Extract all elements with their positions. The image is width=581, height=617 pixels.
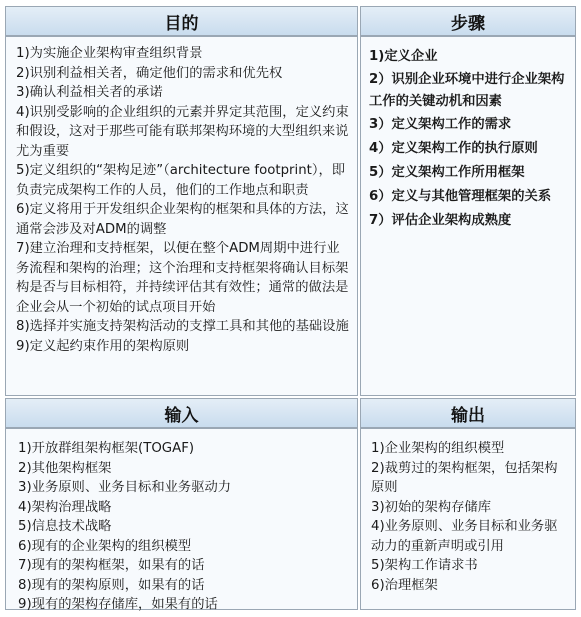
goal-header <box>5 6 358 36</box>
goal-item: 6)定义将用于开发组织企业架构的框架和具体的方法，这通常会涉及对ADM的调整 <box>16 202 349 237</box>
output-item: 2)裁剪过的架构框架，包括架构原则 <box>371 460 558 495</box>
step-item: 1)定义企业 <box>369 49 438 64</box>
goal-item: 4)识别受影响的企业组织的元素并界定其范围，定义约束和假设，这对于那些可能有联邦架构环境的大型组织来说尤为重要 <box>16 104 349 159</box>
goal-item: 8)选择并实施支持架构活动的支撑工具和其他的基础设施 <box>16 319 349 334</box>
input-item: 1)开放群组架构框架(TOGAF) <box>18 441 195 456</box>
output-header-text: 输出 <box>451 405 485 426</box>
input-item: 3)业务原则、业务目标和业务驱动力 <box>18 480 232 495</box>
goal-item: 5)定义组织的“架构足迹”（architecture footprint），即负责完成架构工作的人员，他们的工作地点和职责 <box>16 163 346 198</box>
goal-header-text: 目的 <box>164 13 199 34</box>
step-item: 4）定义架构工作的执行原则 <box>369 141 538 156</box>
steps-list <box>369 45 569 233</box>
outputs-cell <box>360 428 576 610</box>
outputs-list <box>371 439 569 595</box>
step-item: 7）评估企业架构成熟度 <box>369 213 512 228</box>
input-item: 2)其他架构框架 <box>18 460 112 476</box>
step-item: 2）识别企业环境中进行企业架构工作的关键动机和因素 <box>369 72 565 109</box>
output-item: 3)初始的架构存储库 <box>371 499 492 515</box>
inputs-list <box>18 439 349 615</box>
goal-item: 2)识别利益相关者，确定他们的需求和优先权 <box>16 65 283 81</box>
input-item: 6)现有的企业架构的组织模型 <box>18 538 192 554</box>
goal-item: 1)为实施企业架构审查组织背景 <box>16 46 203 61</box>
output-item: 5)架构工作请求书 <box>371 558 478 573</box>
phase-table <box>5 6 576 610</box>
output-item: 4)业务原则、业务目标和业务驱动力的重新声明或引用 <box>371 519 558 554</box>
output-item: 1)企业架构的组织模型 <box>371 441 505 456</box>
step-item: 6）定义与其他管理框架的关系 <box>369 189 552 204</box>
input-header-text: 输入 <box>164 405 199 426</box>
input-item: 8)现有的架构原则，如果有的话 <box>18 577 205 593</box>
output-header <box>360 398 576 428</box>
input-header <box>5 398 358 428</box>
inputs-cell <box>5 428 358 610</box>
goal-item: 9)定义起约束作用的架构原则 <box>16 338 190 354</box>
steps-header-text: 步骤 <box>451 13 485 34</box>
step-item: 3）定义架构工作的需求 <box>369 117 512 132</box>
goals-cell <box>5 36 358 396</box>
goals-list <box>16 44 349 356</box>
input-item: 4)架构治理战略 <box>18 499 112 515</box>
goal-item: 3)确认利益相关者的承诺 <box>16 85 163 100</box>
steps-cell <box>360 36 576 396</box>
input-item: 5)信息技术战略 <box>18 519 112 534</box>
output-item: 6)治理框架 <box>371 577 438 593</box>
step-item: 5）定义架构工作所用框架 <box>369 165 525 180</box>
input-item: 7)现有的架构框架，如果有的话 <box>18 558 205 573</box>
steps-header <box>360 6 576 36</box>
input-item: 9)现有的架构存储库，如果有的话 <box>18 597 218 612</box>
goal-item: 7)建立治理和支持框架，以便在整个ADM周期中进行业务流程和架构的治理；这个治理和支持框架将确认目标架构是否与目标相符，并持续评估其有效性；通常的做法是企业会从一个初始的试点项目开始 <box>16 241 349 315</box>
